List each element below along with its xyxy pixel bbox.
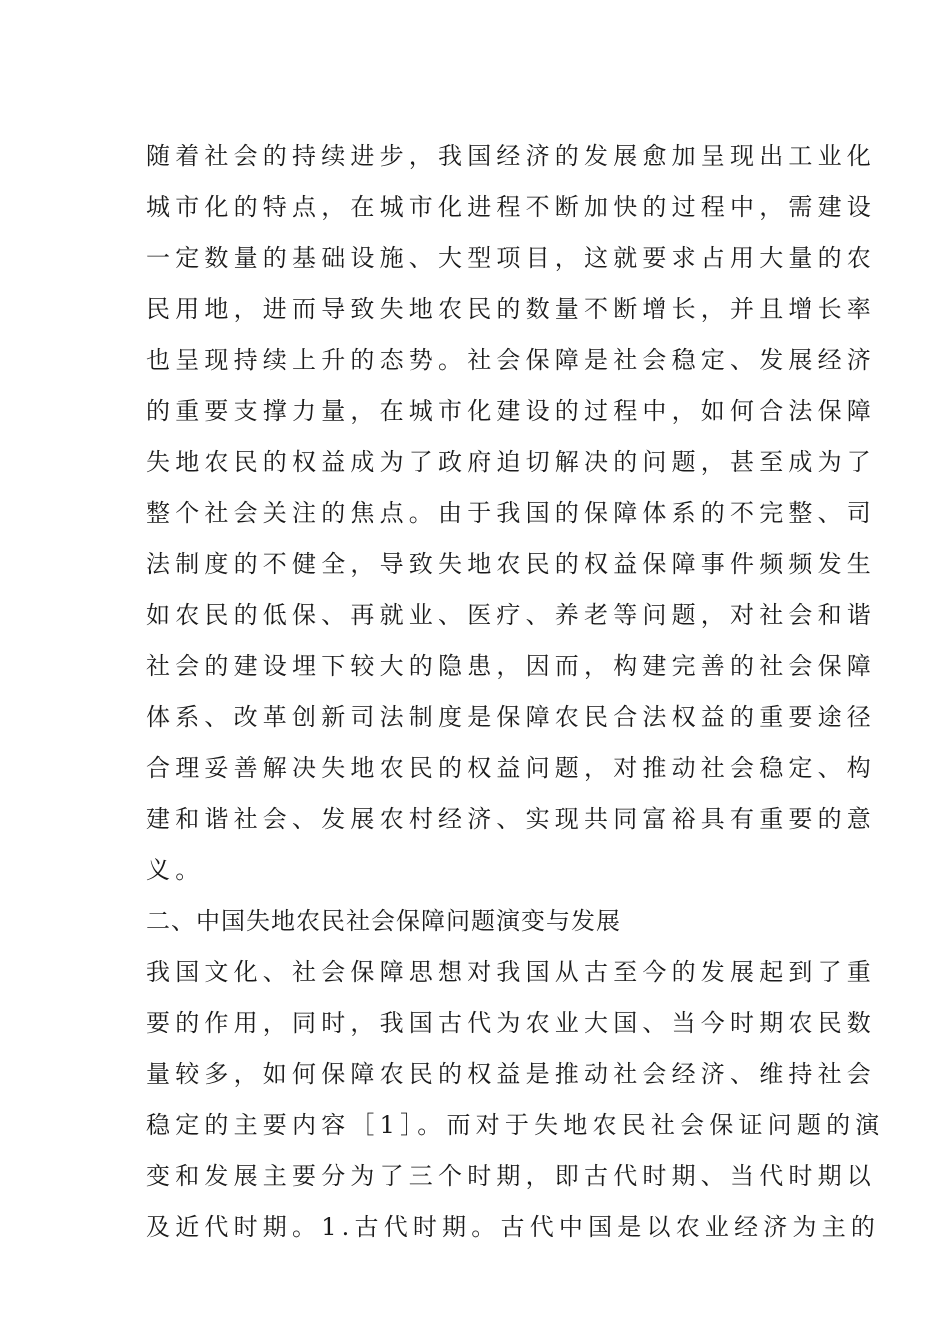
paragraph-line: 的重要支撑力量，在城市化建设的过程中，如何合法保障 xyxy=(146,397,876,425)
paragraph-line: 我国文化、社会保障思想对我国从古至今的发展起到了重 xyxy=(146,958,876,986)
paragraph-line: 城市化的特点，在城市化进程不断加快的过程中，需建设 xyxy=(146,193,876,221)
paragraph-line: 社会的建设埋下较大的隐患，因而，构建完善的社会保障 xyxy=(146,652,876,680)
paragraph-line: 一定数量的基础设施、大型项目，这就要求占用大量的农 xyxy=(146,244,876,272)
paragraph-line: 也呈现持续上升的态势。社会保障是社会稳定、发展经济 xyxy=(146,346,876,374)
paragraph-line: 稳定的主要内容［1］。而对于失地农民社会保证问题的演 xyxy=(146,1111,885,1139)
paragraph-line: 体系、改革创新司法制度是保障农民合法权益的重要途径 xyxy=(146,703,876,731)
paragraph-line: 变和发展主要分为了三个时期，即古代时期、当代时期以 xyxy=(146,1162,876,1190)
paragraph-line: 法制度的不健全，导致失地农民的权益保障事件频频发生 xyxy=(146,550,876,578)
paragraph-line: 合理妥善解决失地农民的权益问题，对推动社会稳定、构 xyxy=(146,754,876,782)
paragraph-1 xyxy=(146,131,876,896)
paragraph-line: 随着社会的持续进步，我国经济的发展愈加呈现出工业化 xyxy=(146,142,876,170)
section-heading: 二、中国失地农民社会保障问题演变与发展 xyxy=(146,907,621,935)
paragraph-line: 失地农民的权益成为了政府迫切解决的问题，甚至成为了 xyxy=(146,448,876,476)
paragraph-line: 及近代时期。1.古代时期。古代中国是以农业经济为主的 xyxy=(146,1213,881,1241)
document-body xyxy=(146,131,885,1253)
paragraph-line: 如农民的低保、再就业、医疗、养老等问题，对社会和谐 xyxy=(146,601,876,629)
paragraph-line: 要的作用，同时，我国古代为农业大国、当今时期农民数 xyxy=(146,1009,876,1037)
paragraph-line: 量较多，如何保障农民的权益是推动社会经济、维持社会 xyxy=(146,1060,876,1088)
paragraph-line: 民用地，进而导致失地农民的数量不断增长，并且增长率 xyxy=(146,295,876,323)
paragraph-line: 整个社会关注的焦点。由于我国的保障体系的不完整、司 xyxy=(146,499,876,527)
paragraph-2 xyxy=(146,947,885,1253)
paragraph-line: 义。 xyxy=(146,856,205,884)
paragraph-line: 建和谐社会、发展农村经济、实现共同富裕具有重要的意 xyxy=(146,805,876,833)
